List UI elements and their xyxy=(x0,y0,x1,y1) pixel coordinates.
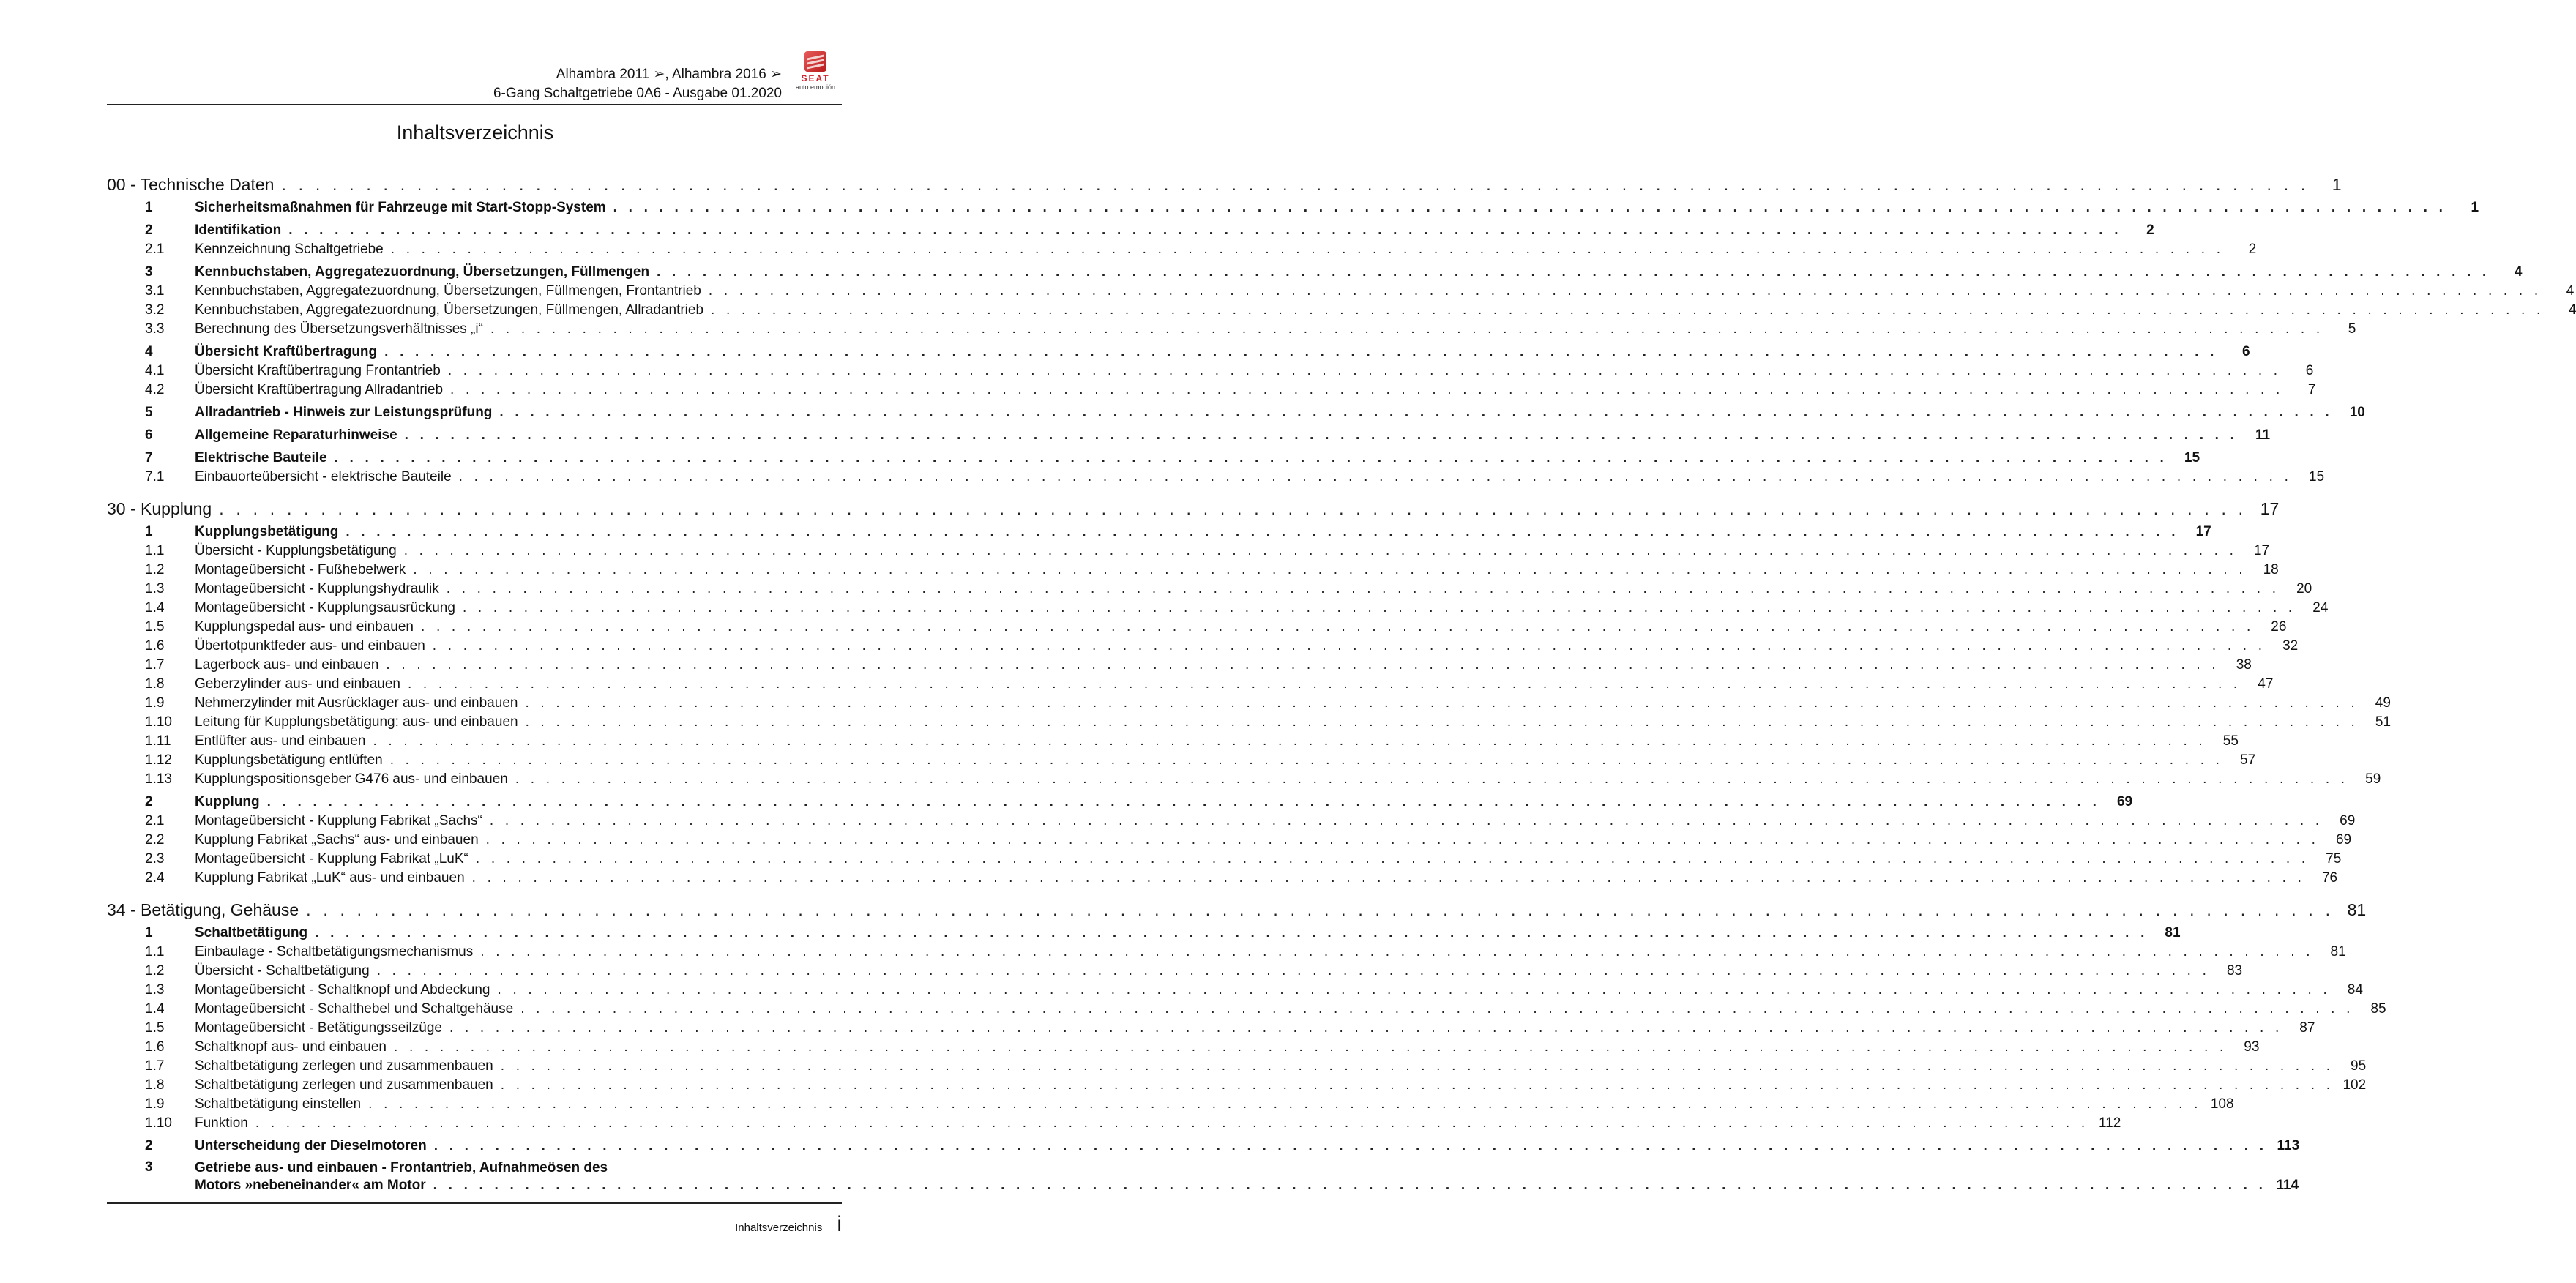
entry-title: Übersicht - Kupplungsbetätigung xyxy=(195,543,397,558)
dot-leader: . . . . . . . . . . . . . . . . . . . . . . . . . . . . . . . . . . . . . . . . . . . . . . . . . . . . . . . . . . . . . . . . . . . . . . . . . . . . . . . . . . . . . . . . . . . . . . . . . . . . . . . . . . . . . . . . . . . . . . . . xyxy=(368,1096,2202,1112)
entry-title: 34 - Betätigung, Gehäuse xyxy=(107,899,299,919)
entry-number: 3 xyxy=(145,264,153,280)
entry-number: 1.3 xyxy=(145,581,165,596)
toc-entry[interactable] xyxy=(107,637,2299,656)
entry-title: Montageübersicht - Fußhebelwerk xyxy=(195,562,406,577)
entry-number: 1.3 xyxy=(145,982,165,998)
dot-leader: . . . . . . . . . . . . . . . . . . . . . . . . . . . . . . . . . . . . . . . . . . . . . . . . . . . . . . . . . . . . . . . . . . . . . . . . . . . . . . . . . . . . . . . . . . . . . . . . . . . . . . . . . . . . . . . . . . . . . . . . xyxy=(711,302,2545,318)
entry-number: 6 xyxy=(145,427,153,443)
entry-title: Kupplung Fabrikat „Sachs“ aus- und einbauen xyxy=(195,832,479,848)
entry-number: 1.4 xyxy=(145,1001,165,1017)
entry-title: Übertotpunktfeder aus- und einbauen xyxy=(195,638,425,654)
entry-page: 76 xyxy=(2321,870,2338,886)
dot-leader: . . . . . . . . . . . . . . . . . . . . . . . . . . . . . . . . . . . . . . . . . . . . . . . . . . . . . . . . . . . . . . . . . . . . . . . . . . . . . . . . . . . . . . . . . . . . . . . . . . . . . . . . . . . . . . . . . . . . . . . . xyxy=(515,771,2349,787)
entry-number: 1.5 xyxy=(145,619,165,635)
entry-title: Funktion xyxy=(195,1115,248,1131)
footer xyxy=(735,1212,842,1237)
entry-title: Schaltbetätigung xyxy=(195,925,308,940)
footer-page-number: i xyxy=(837,1212,842,1236)
dot-leader: . . . . . . . . . . . . . . . . . . . . . . . . . . . . . . . . . . . . . . . . . . . . . . . . . . . . . . . . . . . . . . . . . . . . . . . . . . . . . . . . . . . . . . . . . . . . . . . . . . . . . . . . . . . . . . . . . . . . . . . . xyxy=(288,222,2122,238)
toc-entry[interactable] xyxy=(107,943,2346,962)
toc-entry[interactable] xyxy=(107,198,2479,217)
entry-number: 2.1 xyxy=(145,813,165,828)
entry-number: 4.1 xyxy=(145,363,165,378)
dot-leader: . . . . . . . . . . . . . . . . . . . . . . . . . . . . . . . . . . . . . . . . . . . . . . . . . . . . . . . . . . . . . . . . . . . . . . . . . . . . . . . . . . . . . . . . . . . . . . . . . . . . . . . . . . . . . . . . . . . . . . . . xyxy=(450,382,2284,397)
entry-number: 7.1 xyxy=(145,469,165,485)
entry-number: 4 xyxy=(145,344,153,359)
toc-entry[interactable] xyxy=(107,599,2329,618)
entry-title: Kennbuchstaben, Aggregatezuordnung, Übersetzungen, Füllmengen, Frontantrieb xyxy=(195,283,701,299)
dot-leader: . . . . . . . . . . . . . . . . . . . . . . . . . . . . . . . . . . . . . . . . . . . . . . . . . . . . . . . . . . . . . . . . . . . . . . . . . . . . . . . . . . . . . . . . . . . . . . . . . . . . . . . . . . . . . . . . . . . . . . . . xyxy=(497,982,2331,998)
entry-title: Allradantrieb - Hinweis zur Leistungsprüfung xyxy=(195,405,493,420)
dot-leader: . . . . . . . . . . . . . . . . . . . . . . . . . . . . . . . . . . . . . . . . . . . . . . . . . . . . . . . . . . . . . . . . . . . . . . . . . . . . . . . . . . . . . . . . . . . . . . . . . . . . . . . . . . . . . . . . . . . . . . . . xyxy=(420,619,2255,635)
entry-title: Kupplung Fabrikat „LuK“ aus- und einbauen xyxy=(195,870,465,886)
toc-entry[interactable] xyxy=(107,343,2250,362)
entry-title: Einbaulage - Schaltbetätigungsmechanismus xyxy=(195,944,474,960)
dot-leader: . . . . . . . . . . . . . . . . . . . . . . . . . . . . . . . . . . . . . . . . . . . . . . . . . . . . . . . . . . . . . . . . . . . . . . . . . . . . . . . . . . . . . . . . . . . . . . . . . . . . . . . . . . . . . . . . . . . . . . . . xyxy=(432,638,2266,654)
dot-leader: . . . . . . . . . . . . . . . . . . . . . . . . . . . . . . . . . . . . . . . . . . . . . . . . . . . . . . . . . . . . . . . . . . . . . . . . . . . . . . . . . . . . . . . . . . . . . . . . . . . . . . . . . . . . . . . . . . . . . . . . xyxy=(281,174,2310,194)
entry-title: Übersicht - Schaltbetätigung xyxy=(195,963,370,979)
entry-number: 2.4 xyxy=(145,870,165,886)
dot-leader: . . . . . . . . . . . . . . . . . . . . . . . . . . . . . . . . . . . . . . . . . . . . . . . . . . . . . . . . . . . . . . . . . . . . . . . . . . . . . . . . . . . . . . . . . . . . . . . . . . . . . . . . . . . . . . . . . . . . . . . . xyxy=(471,870,2306,886)
entry-page: 69 xyxy=(2340,813,2356,828)
toc-entry[interactable] xyxy=(107,751,2256,770)
dot-leader: . . . . . . . . . . . . . . . . . . . . . . . . . . . . . . . . . . . . . . . . . . . . . . . . . . . . . . . . . . . . . . . . . . . . . . . . . . . . . . . . . . . . . . . . . . . . . . . . . . . . . . . . . . . . . . . . . . . . . . . . xyxy=(613,200,2447,215)
header-models: Alhambra 2011 ➢, Alhambra 2016 ➢ xyxy=(556,67,782,82)
entry-title: Motors »nebeneinander« am Motor xyxy=(195,1178,426,1193)
entry-page: 38 xyxy=(2236,657,2252,673)
entry-title: Schaltknopf aus- und einbauen xyxy=(195,1039,387,1055)
entry-page: 113 xyxy=(2277,1138,2300,1153)
dot-leader: . . . . . . . . . . . . . . . . . . . . . . . . . . . . . . . . . . . . . . . . . . . . . . . . . . . . . . . . . . . . . . . . . . . . . . . . . . . . . . . . . . . . . . . . . . . . . . . . . . . . . . . . . . . . . . . . . . . . . . . . xyxy=(520,1001,2354,1017)
entry-number: 1.1 xyxy=(145,543,165,558)
entry-title: Leitung für Kupplungsbetätigung: aus- und einbauen xyxy=(195,714,518,730)
logo-brand: SEAT xyxy=(801,73,830,83)
entry-page: 15 xyxy=(2308,469,2325,485)
entry-page: 51 xyxy=(2375,714,2392,730)
dot-leader: . . . . . . . . . . . . . . . . . . . . . . . . . . . . . . . . . . . . . . . . . . . . . . . . . . . . . . . . . . . . . . . . . . . . . . . . . . . . . . . . . . . . . . . . . . . . . . . . . . . . . . . . . . . . . . . . . . . . . . . . xyxy=(500,1058,2334,1074)
entry-title: Geberzylinder aus- und einbauen xyxy=(195,676,400,692)
toc-entry[interactable] xyxy=(107,468,2325,487)
toc-entry[interactable] xyxy=(107,426,2271,445)
entry-number: 4.2 xyxy=(145,382,165,397)
dot-leader: . . . . . . . . . . . . . . . . . . . . . . . . . . . . . . . . . . . . . . . . . . . . . . . . . . . . . . . . . . . . . . . . . . . . . . . . . . . . . . . . . . . . . . . . . . . . . . . . . . . . . . . . . . . . . . . . . . . . . . . . xyxy=(386,657,2220,673)
toc-entry[interactable] xyxy=(107,173,2342,195)
toc-entry[interactable] xyxy=(107,1000,2386,1019)
entry-page: 81 xyxy=(2330,944,2346,960)
entry-page: 112 xyxy=(2099,1115,2121,1131)
entry-page: 20 xyxy=(2296,581,2312,596)
entry-page: 75 xyxy=(2326,851,2342,867)
toc-entry[interactable] xyxy=(107,1114,2121,1133)
header-divider xyxy=(107,104,842,105)
entry-page: 69 xyxy=(2335,832,2352,848)
entry-page: 17 xyxy=(2195,524,2211,539)
entry-page: 1 xyxy=(2471,200,2479,215)
toc-entry[interactable] xyxy=(107,899,2367,921)
entry-title: Kennzeichnung Schaltgetriebe xyxy=(195,242,384,257)
entry-number: 2 xyxy=(145,794,153,809)
dot-leader: . . . . . . . . . . . . . . . . . . . . . . . . . . . . . . . . . . . . . . . . . . . . . . . . . . . . . . . . . . . . . . . . . . . . . . . . . . . . . . . . . . . . . . . . . . . . . . . . . . . . . . . . . . . . . . . . . . . . . . . . xyxy=(219,498,2247,518)
toc-entry[interactable] xyxy=(107,793,2133,812)
entry-page: 6 xyxy=(2242,344,2250,359)
toc-entry[interactable] xyxy=(107,240,2257,259)
entry-number: 1.8 xyxy=(145,1077,165,1093)
entry-page: 84 xyxy=(2347,982,2363,998)
dot-leader: . . . . . . . . . . . . . . . . . . . . . . . . . . . . . . . . . . . . . . . . . . . . . . . . . . . . . . . . . . . . . . . . . . . . . . . . . . . . . . . . . . . . . . . . . . . . . . . . . . . . . . . . . . . . . . . . . . . . . . . . xyxy=(390,242,2225,257)
entry-title: Nehmerzylinder mit Ausrücklager aus- und einbauen xyxy=(195,695,518,711)
entry-page: 17 xyxy=(2253,543,2270,558)
toc-entry[interactable] xyxy=(107,381,2316,400)
toc-entry[interactable] xyxy=(107,449,2200,468)
entry-page: 4 xyxy=(2566,283,2575,299)
entry-number: 1 xyxy=(145,524,153,539)
entry-number: 1.6 xyxy=(145,638,165,654)
seat-emblem-icon xyxy=(804,51,826,72)
entry-title: 30 - Kupplung xyxy=(107,498,212,518)
entry-title: Kupplungspositionsgeber G476 aus- und einbauen xyxy=(195,771,508,787)
toc-entry[interactable] xyxy=(107,580,2312,599)
entry-page: 81 xyxy=(2165,925,2181,940)
toc-entry[interactable] xyxy=(107,320,2356,339)
entry-page: 6 xyxy=(2305,363,2314,378)
toc-entry[interactable] xyxy=(107,770,2381,789)
entry-page: 102 xyxy=(2342,1077,2367,1093)
entry-page: 2 xyxy=(2146,222,2154,238)
entry-title: Schaltbetätigung zerlegen und zusammenbauen xyxy=(195,1077,493,1093)
entry-title: Kennbuchstaben, Aggregatezuordnung, Übersetzungen, Füllmengen, Allradantrieb xyxy=(195,302,704,318)
entry-page: 26 xyxy=(2271,619,2287,635)
entry-number: 1.11 xyxy=(145,733,171,749)
entry-number: 1.7 xyxy=(145,657,165,673)
page-title: Inhaltsverzeichnis xyxy=(396,121,554,143)
entry-title: Elektrische Bauteile xyxy=(195,450,327,465)
toc-entry[interactable] xyxy=(107,675,2274,694)
entry-number: 1.9 xyxy=(145,1096,165,1112)
dot-leader: . . . . . . . . . . . . . . . . . . . . . . . . . . . . . . . . . . . . . . . . . . . . . . . . . . . . . . . . . . . . . . . . . . . . . . . . . . . . . . . . . . . . . . . . . . . . . . . . . . . . . . . . . . . . . . . . . . . . . . . . xyxy=(447,363,2282,378)
dot-leader: . . . . . . . . . . . . . . . . . . . . . . . . . . . . . . . . . . . . . . . . . . . . . . . . . . . . . . . . . . . . . . . . . . . . . . . . . . . . . . . . . . . . . . . . . . . . . . . . . . . . . . . . . . . . . . . . . . . . . . . . xyxy=(525,714,2359,730)
entry-title: Einbauorteübersicht - elektrische Bauteile xyxy=(195,469,452,485)
entry-title: Kennbuchstaben, Aggregatezuordnung, Übersetzungen, Füllmengen xyxy=(195,264,650,280)
dot-leader: . . . . . . . . . . . . . . . . . . . . . . . . . . . . . . . . . . . . . . . . . . . . . . . . . . . . . . . . . . . . . . . . . . . . . . . . . . . . . . . . . . . . . . . . . . . . . . . . . . . . . . . . . . . . . . . . . . . . . . . . xyxy=(462,600,2296,616)
entry-page: 69 xyxy=(2116,794,2133,809)
entry-number: 2.2 xyxy=(145,832,165,848)
toc-entry[interactable] xyxy=(107,403,2365,422)
entry-page: 32 xyxy=(2282,638,2299,654)
entry-page: 10 xyxy=(2349,405,2365,420)
entry-title: Übersicht Kraftübertragung Frontantrieb xyxy=(195,363,441,378)
dot-leader: . . . . . . . . . . . . . . . . . . . . . . . . . . . . . . . . . . . . . . . . . . . . . . . . . . . . . . . . . . . . . . . . . . . . . . . . . . . . . . . . . . . . . . . . . . . . . . . . . . . . . . . . . . . . . . . . . . . . . . . . xyxy=(475,851,2310,867)
entry-title: Kupplungspedal aus- und einbauen xyxy=(195,619,414,635)
entry-page: 95 xyxy=(2351,1058,2367,1074)
entry-number: 1 xyxy=(145,200,153,215)
entry-title: Übersicht Kraftübertragung Allradantrieb xyxy=(195,382,444,397)
dot-leader: . . . . . . . . . . . . . . . . . . . . . . . . . . . . . . . . . . . . . . . . . . . . . . . . . . . . . . . . . . . . . . . . . . . . . . . . . . . . . . . . . . . . . . . . . . . . . . . . . . . . . . . . . . . . . . . . . . . . . . . . xyxy=(393,1039,2228,1055)
entry-page: 15 xyxy=(2184,450,2200,465)
dot-leader: . . . . . . . . . . . . . . . . . . . . . . . . . . . . . . . . . . . . . . . . . . . . . . . . . . . . . . . . . . . . . . . . . . . . . . . . . . . . . . . . . . . . . . . . . . . . . . . . . . . . . . . . . . . . . . . . . . . . . . . . xyxy=(446,581,2280,596)
entry-title: Montageübersicht - Kupplung Fabrikat „Sachs“ xyxy=(195,813,482,828)
entry-title: Allgemeine Reparaturhinweise xyxy=(195,427,397,443)
toc-entry[interactable] xyxy=(107,812,2356,831)
entry-title: Montageübersicht - Schaltknopf und Abdeckung xyxy=(195,982,490,998)
toc-entry[interactable] xyxy=(107,732,2239,751)
dot-leader: . . . . . . . . . . . . . . . . . . . . . . . . . . . . . . . . . . . . . . . . . . . . . . . . . . . . . . . . . . . . . . . . . . . . . . . . . . . . . . . . . . . . . . . . . . . . . . . . . . . . . . . . . . . . . . . . . . . . . . . . xyxy=(499,405,2333,420)
entry-number: 1.2 xyxy=(145,562,165,577)
dot-leader: . . . . . . . . . . . . . . . . . . . . . . . . . . . . . . . . . . . . . . . . . . . . . . . . . . . . . . . . . . . . . . . . . . . . . . . . . . . . . . . . . . . . . . . . . . . . . . . . . . . . . . . . . . . . . . . . . . . . . . . . xyxy=(433,1178,2267,1193)
entry-page: 2 xyxy=(2248,242,2257,257)
dot-leader: . . . . . . . . . . . . . . . . . . . . . . . . . . . . . . . . . . . . . . . . . . . . . . . . . . . . . . . . . . . . . . . . . . . . . . . . . . . . . . . . . . . . . . . . . . . . . . . . . . . . . . . . . . . . . . . . . . . . . . . . xyxy=(306,899,2334,919)
entry-title: Kupplungsbetätigung xyxy=(195,524,339,539)
entry-number: 3 xyxy=(145,1159,153,1175)
entry-page: 4 xyxy=(2568,302,2576,318)
entry-title: Schaltbetätigung einstellen xyxy=(195,1096,362,1112)
toc-entry[interactable] xyxy=(107,850,2342,869)
entry-page: 47 xyxy=(2258,676,2274,692)
entry-page: 114 xyxy=(2276,1178,2299,1193)
dot-leader: . . . . . . . . . . . . . . . . . . . . . . . . . . . . . . . . . . . . . . . . . . . . . . . . . . . . . . . . . . . . . . . . . . . . . . . . . . . . . . . . . . . . . . . . . . . . . . . . . . . . . . . . . . . . . . . . . . . . . . . . xyxy=(266,794,2101,809)
dot-leader: . . . . . . . . . . . . . . . . . . . . . . . . . . . . . . . . . . . . . . . . . . . . . . . . . . . . . . . . . . . . . . . . . . . . . . . . . . . . . . . . . . . . . . . . . . . . . . . . . . . . . . . . . . . . . . . . . . . . . . . . xyxy=(500,1077,2334,1093)
table-of-contents xyxy=(107,173,2576,1194)
toc-entry[interactable] xyxy=(107,301,2576,320)
footer-label: Inhaltsverzeichnis xyxy=(735,1222,823,1234)
dot-leader: . . . . . . . . . . . . . . . . . . . . . . . . . . . . . . . . . . . . . . . . . . . . . . . . . . . . . . . . . . . . . . . . . . . . . . . . . . . . . . . . . . . . . . . . . . . . . . . . . . . . . . . . . . . . . . . . . . . . . . . . xyxy=(708,283,2542,299)
entry-number: 1.4 xyxy=(145,600,165,616)
toc-entry[interactable] xyxy=(107,1177,2299,1194)
toc-entry[interactable] xyxy=(107,656,2252,675)
dot-leader: . . . . . . . . . . . . . . . . . . . . . . . . . . . . . . . . . . . . . . . . . . . . . . . . . . . . . . . . . . . . . . . . . . . . . . . . . . . . . . . . . . . . . . . . . . . . . . . . . . . . . . . . . . . . . . . . . . . . . . . . xyxy=(384,344,2218,359)
entry-page: 108 xyxy=(2210,1096,2234,1112)
toc-entry[interactable] xyxy=(107,542,2270,561)
entry-page: 49 xyxy=(2375,695,2391,711)
toc-entry[interactable] xyxy=(107,1159,2299,1194)
entry-number: 2 xyxy=(145,1138,153,1153)
footer-divider xyxy=(107,1202,842,1204)
entry-page: 85 xyxy=(2370,1001,2386,1017)
dot-leader: . . . . . . . . . . . . . . . . . . . . . . . . . . . . . . . . . . . . . . . . . . . . . . . . . . . . . . . . . . . . . . . . . . . . . . . . . . . . . . . . . . . . . . . . . . . . . . . . . . . . . . . . . . . . . . . . . . . . . . . . xyxy=(657,264,2490,280)
toc-entry[interactable] xyxy=(107,1019,2315,1038)
entry-number: 3.2 xyxy=(145,302,165,318)
toc-entry[interactable] xyxy=(107,523,2211,542)
entry-page: 55 xyxy=(2222,733,2239,749)
entry-number: 1.2 xyxy=(145,963,165,979)
entry-number: 1.5 xyxy=(145,1020,165,1036)
dot-leader: . . . . . . . . . . . . . . . . . . . . . . . . . . . . . . . . . . . . . . . . . . . . . . . . . . . . . . . . . . . . . . . . . . . . . . . . . . . . . . . . . . . . . . . . . . . . . . . . . . . . . . . . . . . . . . . . . . . . . . . . xyxy=(413,562,2247,577)
entry-title: Entlüfter aus- und einbauen xyxy=(195,733,366,749)
entry-number: 1.13 xyxy=(145,771,172,787)
entry-number: 3.1 xyxy=(145,283,165,299)
toc-entry[interactable] xyxy=(107,869,2338,888)
dot-leader: . . . . . . . . . . . . . . . . . . . . . . . . . . . . . . . . . . . . . . . . . . . . . . . . . . . . . . . . . . . . . . . . . . . . . . . . . . . . . . . . . . . . . . . . . . . . . . . . . . . . . . . . . . . . . . . . . . . . . . . . xyxy=(525,695,2359,711)
toc-entry[interactable] xyxy=(107,981,2363,1000)
dot-leader: . . . . . . . . . . . . . . . . . . . . . . . . . . . . . . . . . . . . . . . . . . . . . . . . . . . . . . . . . . . . . . . . . . . . . . . . . . . . . . . . . . . . . . . . . . . . . . . . . . . . . . . . . . . . . . . . . . . . . . . . xyxy=(490,321,2324,337)
entry-number: 2 xyxy=(145,222,153,238)
entry-title: 00 - Technische Daten xyxy=(107,174,275,194)
toc-entry[interactable] xyxy=(107,263,2523,282)
entry-number: 1.1 xyxy=(145,944,165,960)
dot-leader: . . . . . . . . . . . . . . . . . . . . . . . . . . . . . . . . . . . . . . . . . . . . . . . . . . . . . . . . . . . . . . . . . . . . . . . . . . . . . . . . . . . . . . . . . . . . . . . . . . . . . . . . . . . . . . . . . . . . . . . . xyxy=(389,752,2224,768)
entry-number: 2.3 xyxy=(145,851,165,867)
entry-title: Schaltbetätigung zerlegen und zusammenbauen xyxy=(195,1058,493,1074)
entry-title: Identifikation xyxy=(195,222,282,238)
entry-number: 1 xyxy=(145,925,153,940)
toc-entry[interactable] xyxy=(107,618,2287,637)
entry-title: Kupplungsbetätigung entlüften xyxy=(195,752,383,768)
entry-page: 81 xyxy=(2347,899,2367,919)
dot-leader: . . . . . . . . . . . . . . . . . . . . . . . . . . . . . . . . . . . . . . . . . . . . . . . . . . . . . . . . . . . . . . . . . . . . . . . . . . . . . . . . . . . . . . . . . . . . . . . . . . . . . . . . . . . . . . . . . . . . . . . . xyxy=(458,469,2293,485)
entry-number: 7 xyxy=(145,450,153,465)
entry-number: 1.10 xyxy=(145,1115,172,1131)
entry-number: 5 xyxy=(145,405,153,420)
entry-page: 17 xyxy=(2260,498,2280,518)
entry-page: 7 xyxy=(2307,382,2316,397)
dot-leader: . . . . . . . . . . . . . . . . . . . . . . . . . . . . . . . . . . . . . . . . . . . . . . . . . . . . . . . . . . . . . . . . . . . . . . . . . . . . . . . . . . . . . . . . . . . . . . . . . . . . . . . . . . . . . . . . . . . . . . . . xyxy=(485,832,2320,848)
entry-title: Kupplung xyxy=(195,794,260,809)
toc-entry[interactable] xyxy=(107,221,2154,240)
toc-entry[interactable] xyxy=(107,962,2243,981)
dot-leader: . . . . . . . . . . . . . . . . . . . . . . . . . . . . . . . . . . . . . . . . . . . . . . . . . . . . . . . . . . . . . . . . . . . . . . . . . . . . . . . . . . . . . . . . . . . . . . . . . . . . . . . . . . . . . . . . . . . . . . . . xyxy=(334,450,2168,465)
entry-title: Berechnung des Übersetzungsverhältnisses „i“ xyxy=(195,321,483,337)
dot-leader: . . . . . . . . . . . . . . . . . . . . . . . . . . . . . . . . . . . . . . . . . . . . . . . . . . . . . . . . . . . . . . . . . . . . . . . . . . . . . . . . . . . . . . . . . . . . . . . . . . . . . . . . . . . . . . . . . . . . . . . . xyxy=(315,925,2148,940)
toc-entry[interactable] xyxy=(107,1038,2260,1057)
entry-number: 1.9 xyxy=(145,695,165,711)
entry-page: 87 xyxy=(2299,1020,2315,1036)
entry-title: Montageübersicht - Betätigungsseilzüge xyxy=(195,1020,442,1036)
entry-page: 24 xyxy=(2312,600,2329,616)
dot-leader: . . . . . . . . . . . . . . . . . . . . . . . . . . . . . . . . . . . . . . . . . . . . . . . . . . . . . . . . . . . . . . . . . . . . . . . . . . . . . . . . . . . . . . . . . . . . . . . . . . . . . . . . . . . . . . . . . . . . . . . . xyxy=(346,524,2179,539)
entry-number: 1.7 xyxy=(145,1058,165,1074)
toc-entry[interactable] xyxy=(107,831,2352,850)
toc-entry[interactable] xyxy=(107,1095,2234,1114)
entry-number: 1.12 xyxy=(145,752,172,768)
entry-page: 59 xyxy=(2365,771,2381,787)
dot-leader: . . . . . . . . . . . . . . . . . . . . . . . . . . . . . . . . . . . . . . . . . . . . . . . . . . . . . . . . . . . . . . . . . . . . . . . . . . . . . . . . . . . . . . . . . . . . . . . . . . . . . . . . . . . . . . . . . . . . . . . . xyxy=(449,1020,2283,1036)
entry-page: 18 xyxy=(2263,562,2279,577)
logo-tagline: auto emoción xyxy=(795,83,836,91)
dot-leader: . . . . . . . . . . . . . . . . . . . . . . . . . . . . . . . . . . . . . . . . . . . . . . . . . . . . . . . . . . . . . . . . . . . . . . . . . . . . . . . . . . . . . . . . . . . . . . . . . . . . . . . . . . . . . . . . . . . . . . . . xyxy=(376,963,2211,979)
toc-entry[interactable] xyxy=(107,561,2279,580)
entry-title: Unterscheidung der Dieselmotoren xyxy=(195,1138,427,1153)
toc-entry[interactable] xyxy=(107,1076,2367,1095)
toc-entry[interactable] xyxy=(107,1057,2367,1076)
toc-entry[interactable] xyxy=(107,713,2392,732)
seat-logo xyxy=(788,51,843,91)
entry-title: Lagerbock aus- und einbauen xyxy=(195,657,379,673)
entry-title: Montageübersicht - Schalthebel und Schaltgehäuse xyxy=(195,1001,514,1017)
dot-leader: . . . . . . . . . . . . . . . . . . . . . . . . . . . . . . . . . . . . . . . . . . . . . . . . . . . . . . . . . . . . . . . . . . . . . . . . . . . . . . . . . . . . . . . . . . . . . . . . . . . . . . . . . . . . . . . . . . . . . . . . xyxy=(403,543,2238,558)
entry-number: 1.8 xyxy=(145,676,165,692)
toc-entry[interactable] xyxy=(107,362,2314,381)
entry-number: 2.1 xyxy=(145,242,165,257)
entry-title-line1: Getriebe aus- und einbauen - Frontantrieb, Aufnahmeösen des xyxy=(195,1160,608,1175)
entry-title: Montageübersicht - Kupplungsausrückung xyxy=(195,600,455,616)
entry-page: 83 xyxy=(2226,963,2243,979)
toc-entry[interactable] xyxy=(107,1137,2300,1156)
dot-leader: . . . . . . . . . . . . . . . . . . . . . . . . . . . . . . . . . . . . . . . . . . . . . . . . . . . . . . . . . . . . . . . . . . . . . . . . . . . . . . . . . . . . . . . . . . . . . . . . . . . . . . . . . . . . . . . . . . . . . . . . xyxy=(407,676,2241,692)
entry-number: 1.10 xyxy=(145,714,172,730)
toc-entry[interactable] xyxy=(107,282,2575,301)
dot-leader: . . . . . . . . . . . . . . . . . . . . . . . . . . . . . . . . . . . . . . . . . . . . . . . . . . . . . . . . . . . . . . . . . . . . . . . . . . . . . . . . . . . . . . . . . . . . . . . . . . . . . . . . . . . . . . . . . . . . . . . . xyxy=(480,944,2314,960)
entry-page: 57 xyxy=(2240,752,2256,768)
entry-page: 1 xyxy=(2332,174,2342,194)
dot-leader: . . . . . . . . . . . . . . . . . . . . . . . . . . . . . . . . . . . . . . . . . . . . . . . . . . . . . . . . . . . . . . . . . . . . . . . . . . . . . . . . . . . . . . . . . . . . . . . . . . . . . . . . . . . . . . . . . . . . . . . . xyxy=(255,1115,2089,1131)
entry-number: 3.3 xyxy=(145,321,165,337)
toc-entry[interactable] xyxy=(107,694,2391,713)
entry-number: 1.6 xyxy=(145,1039,165,1055)
entry-page: 5 xyxy=(2348,321,2356,337)
entry-title: Sicherheitsmaßnahmen für Fahrzeuge mit Start-Stopp-System xyxy=(195,200,606,215)
dot-leader: . . . . . . . . . . . . . . . . . . . . . . . . . . . . . . . . . . . . . . . . . . . . . . . . . . . . . . . . . . . . . . . . . . . . . . . . . . . . . . . . . . . . . . . . . . . . . . . . . . . . . . . . . . . . . . . . . . . . . . . . xyxy=(489,813,2323,828)
dot-leader: . . . . . . . . . . . . . . . . . . . . . . . . . . . . . . . . . . . . . . . . . . . . . . . . . . . . . . . . . . . . . . . . . . . . . . . . . . . . . . . . . . . . . . . . . . . . . . . . . . . . . . . . . . . . . . . . . . . . . . . . xyxy=(433,1138,2268,1153)
entry-page: 11 xyxy=(2255,427,2271,443)
toc-entry[interactable] xyxy=(107,498,2280,520)
dot-leader: . . . . . . . . . . . . . . . . . . . . . . . . . . . . . . . . . . . . . . . . . . . . . . . . . . . . . . . . . . . . . . . . . . . . . . . . . . . . . . . . . . . . . . . . . . . . . . . . . . . . . . . . . . . . . . . . . . . . . . . . xyxy=(373,733,2206,749)
entry-title: Montageübersicht - Kupplungshydraulik xyxy=(195,581,439,596)
entry-page: 4 xyxy=(2514,264,2523,280)
header-manual-title: 6-Gang Schaltgetriebe 0A6 - Ausgabe 01.2020 xyxy=(493,86,782,101)
toc-entry[interactable] xyxy=(107,924,2181,943)
entry-page: 93 xyxy=(2244,1039,2260,1055)
entry-title: Montageübersicht - Kupplung Fabrikat „LuK“ xyxy=(195,851,468,867)
entry-title: Übersicht Kraftübertragung xyxy=(195,344,378,359)
dot-leader: . . . . . . . . . . . . . . . . . . . . . . . . . . . . . . . . . . . . . . . . . . . . . . . . . . . . . . . . . . . . . . . . . . . . . . . . . . . . . . . . . . . . . . . . . . . . . . . . . . . . . . . . . . . . . . . . . . . . . . . . xyxy=(404,427,2239,443)
